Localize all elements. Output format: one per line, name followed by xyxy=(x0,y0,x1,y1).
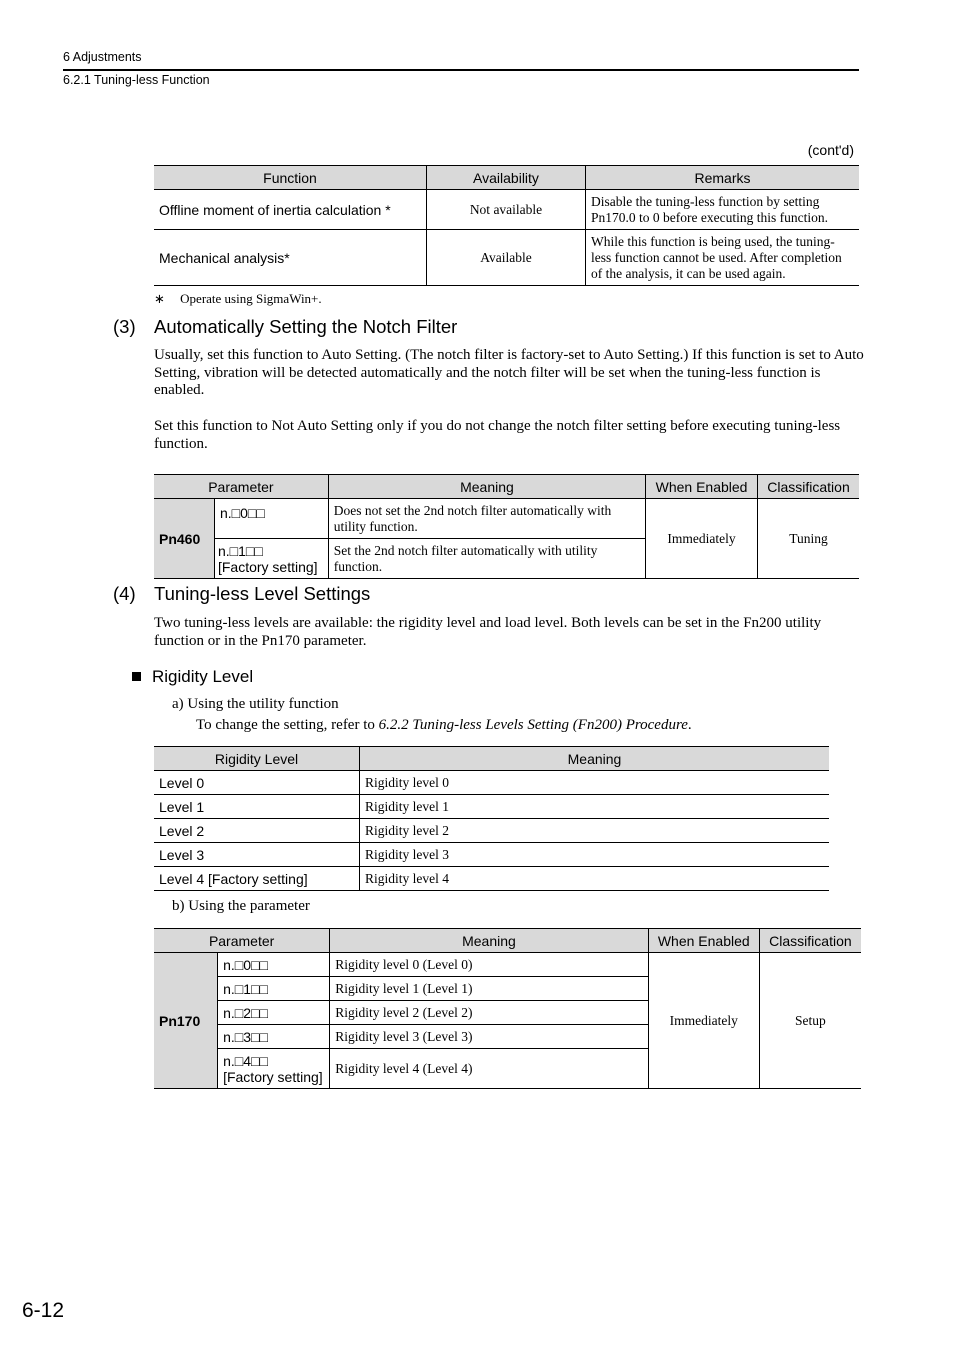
meaning-cell: Rigidity level 0 xyxy=(360,771,830,795)
table-row xyxy=(154,190,859,230)
header-rule xyxy=(63,69,859,71)
section-header: 6.2.1 Tuning-less Function xyxy=(63,73,210,87)
paragraph: Two tuning-less levels are available: the rigidity level and load level. Both levels can be set in the Fn200 utility function or in the Pn170 parameter. xyxy=(154,615,822,649)
table-row xyxy=(154,867,829,891)
meaning-cell: Rigidity level 2 (Level 2) xyxy=(330,1001,648,1025)
section-number: (3) xyxy=(113,316,136,337)
meaning-cell: Rigidity level 4 xyxy=(360,867,830,891)
availability-cell: Not available xyxy=(427,190,586,230)
remarks-cell: While this function is being used, the tuning-less function cannot be used. After completion of the analysis, it can be used again. xyxy=(586,230,860,286)
classification-cell: Tuning xyxy=(757,499,859,579)
section-title: Automatically Setting the Notch Filter xyxy=(154,316,458,337)
col-header-rigidity-level: Rigidity Level xyxy=(154,747,360,771)
factory-setting-label: [Factory setting] xyxy=(223,1068,323,1085)
contd-label: (cont'd) xyxy=(807,142,854,158)
subheading xyxy=(132,667,253,687)
col-header-meaning: Meaning xyxy=(330,929,648,953)
parameter-number: Pn170 xyxy=(154,953,218,1089)
function-cell: Mechanical analysis* xyxy=(154,230,427,286)
section-title: Tuning-less Level Settings xyxy=(154,583,371,604)
remarks-cell: Disable the tuning-less function by setting Pn170.0 to 0 before executing this function. xyxy=(586,190,860,230)
paragraph: Usually, set this function to Auto Setting. (The notch filter is factory-set to Auto Setting.) If this function is set to Auto Setting, vibration will be detected automatically and the notch filter will be set when the tuning-less function is enabled. xyxy=(154,347,864,398)
col-header-meaning: Meaning xyxy=(328,475,645,499)
table-row xyxy=(154,230,859,286)
setting-value: n.□1□□ xyxy=(218,977,330,1001)
col-header-remarks: Remarks xyxy=(586,166,860,190)
level-cell: Level 0 xyxy=(154,771,360,795)
table-row xyxy=(154,843,829,867)
meaning-cell: Does not set the 2nd notch filter automatically with utility function. xyxy=(328,499,645,539)
col-header-when-enabled: When Enabled xyxy=(648,929,759,953)
level-cell: Level 4 [Factory setting] xyxy=(154,867,360,891)
meaning-cell: Set the 2nd notch filter automatically with utility function. xyxy=(328,539,645,579)
when-enabled-cell: Immediately xyxy=(646,499,758,579)
meaning-cell: Rigidity level 2 xyxy=(360,819,830,843)
chapter-header: 6 Adjustments xyxy=(63,50,142,64)
footnote xyxy=(154,291,322,307)
meaning-cell: Rigidity level 0 (Level 0) xyxy=(330,953,648,977)
col-header-parameter: Parameter xyxy=(154,475,328,499)
function-cell: Offline moment of inertia calculation * xyxy=(154,190,427,230)
setting-code: n.□1□□ xyxy=(217,542,263,559)
col-header-classification: Classification xyxy=(757,475,859,499)
table-row xyxy=(154,953,861,977)
level-cell: Level 1 xyxy=(154,795,360,819)
level-cell: Level 3 xyxy=(154,843,360,867)
setting-code: n.□4□□ xyxy=(223,1052,268,1069)
factory-setting-label: [Factory setting] xyxy=(217,558,318,575)
meaning-cell: Rigidity level 1 xyxy=(360,795,830,819)
ref-pre: To change the setting, refer to xyxy=(196,717,379,733)
section-heading xyxy=(113,316,813,340)
rigidity-heading: Rigidity Level xyxy=(152,667,254,686)
pn170-table xyxy=(154,928,861,1089)
table-row xyxy=(154,499,859,539)
ref-link: 6.2.2 Tuning-less Levels Setting (Fn200) Procedure xyxy=(378,717,688,733)
table-row xyxy=(154,819,829,843)
section-heading xyxy=(113,583,813,607)
parameter-number: Pn460 xyxy=(154,499,214,579)
setting-value: n.□0□□ xyxy=(214,499,328,539)
when-enabled-cell: Immediately xyxy=(648,953,759,1089)
pn460-table xyxy=(154,474,859,579)
rigidity-level-table xyxy=(154,746,829,891)
sub-item-a: a) Using the utility function xyxy=(172,696,339,712)
meaning-cell: Rigidity level 4 (Level 4) xyxy=(330,1049,648,1089)
col-header-function: Function xyxy=(154,166,427,190)
col-header-parameter: Parameter xyxy=(154,929,330,953)
square-bullet-icon xyxy=(132,672,141,681)
col-header-meaning: Meaning xyxy=(360,747,830,771)
reference-text xyxy=(196,717,692,734)
col-header-when-enabled: When Enabled xyxy=(646,475,758,499)
table-row xyxy=(154,795,829,819)
section-number: (4) xyxy=(113,583,136,604)
classification-cell: Setup xyxy=(759,953,861,1089)
col-header-availability: Availability xyxy=(427,166,586,190)
level-cell: Level 2 xyxy=(154,819,360,843)
setting-value: n.□2□□ xyxy=(218,1001,330,1025)
col-header-classification: Classification xyxy=(759,929,861,953)
function-table xyxy=(154,165,859,286)
setting-value xyxy=(218,1049,330,1089)
ref-post: . xyxy=(687,717,692,733)
meaning-cell: Rigidity level 1 (Level 1) xyxy=(330,977,648,1001)
table-row xyxy=(154,771,829,795)
page-number: 6-12 xyxy=(22,1299,65,1322)
sub-item-b: b) Using the parameter xyxy=(172,898,310,914)
footnote-mark: ∗ xyxy=(154,291,165,306)
setting-value: n.□0□□ xyxy=(218,953,330,977)
footnote-text: Operate using SigmaWin+. xyxy=(180,291,322,306)
setting-value xyxy=(214,539,328,579)
setting-value: n.□3□□ xyxy=(218,1025,330,1049)
availability-cell: Available xyxy=(427,230,586,286)
meaning-cell: Rigidity level 3 (Level 3) xyxy=(330,1025,648,1049)
meaning-cell: Rigidity level 3 xyxy=(360,843,830,867)
paragraph: Set this function to Not Auto Setting only if you do not change the notch filter setting before executing tuning-less function. xyxy=(154,418,841,452)
